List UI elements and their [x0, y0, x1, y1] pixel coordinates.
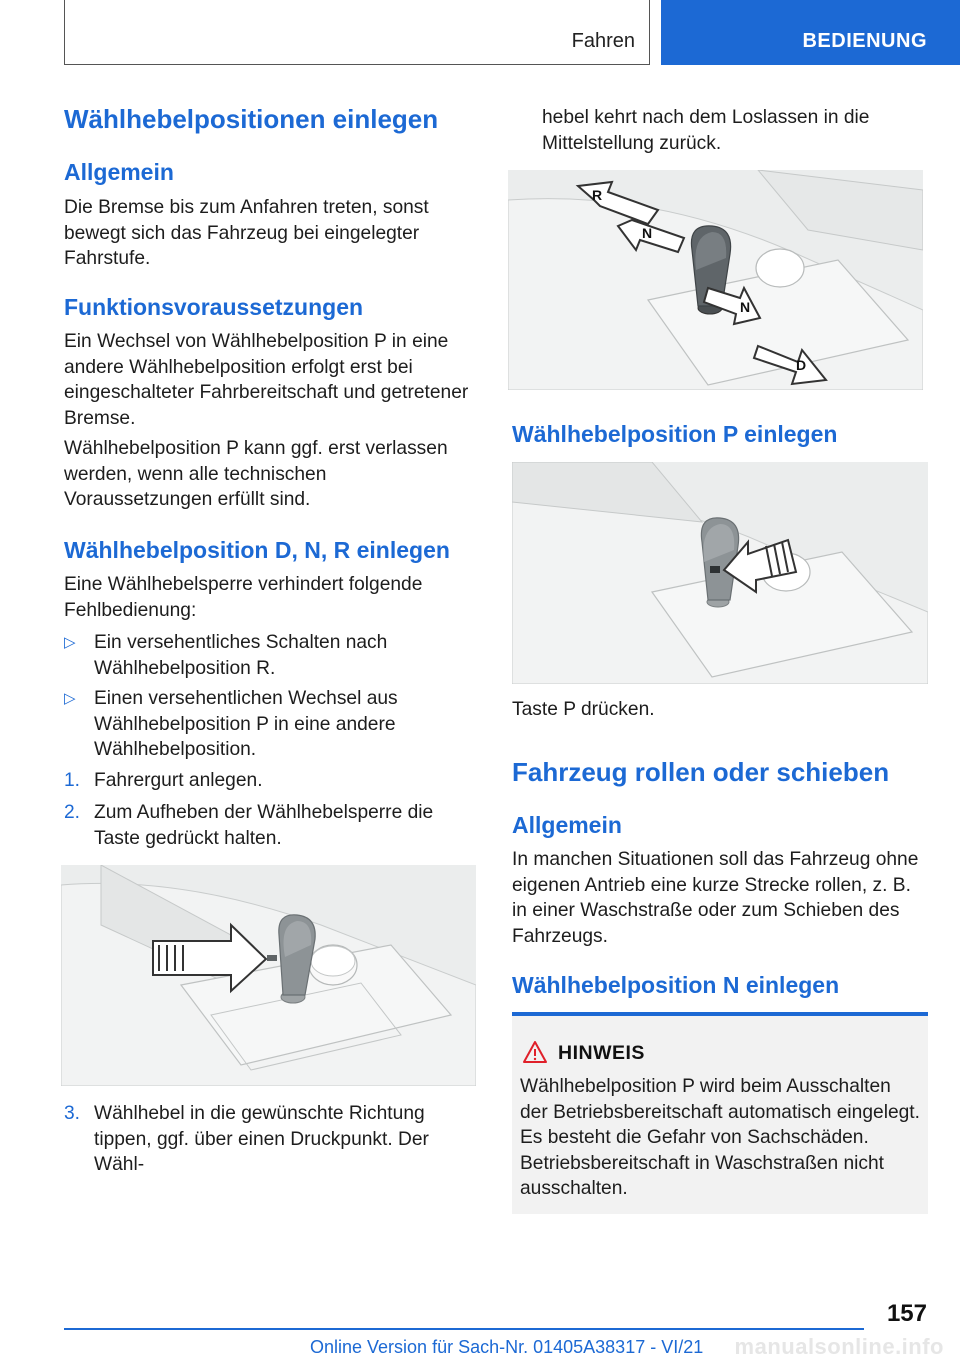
footer-version-text: Online Version für Sach-Nr. 01405A38317 - VI/21	[310, 1337, 704, 1357]
header-chapter-tab	[661, 0, 960, 65]
selector-lever-directions-illustration	[508, 170, 923, 390]
triangle-bullet-icon: ▷	[64, 634, 76, 651]
watermark: manualsonline.info	[734, 1334, 944, 1359]
diagram-label: D	[796, 357, 807, 373]
header-section-box	[64, 0, 650, 65]
notice-text: Wählhebelposition P wird beim Ausschalten der Betriebsbereitschaft automatisch eingelegt. Es besteht die Gefahr von Sachschäden. Betriebsbereitschaft in Waschstraßen nicht ausschalten.	[520, 1076, 920, 1199]
header-chapter-label: BEDIENUNG	[802, 30, 927, 52]
dnr-heading: Wählhebelposition D, N, R einlegen	[64, 537, 450, 563]
diagram-label: R	[592, 187, 603, 203]
list-item: 3. Wählhebel in die gewünschte Richtung tippen, ggf. über einen Druckpunkt. Der Wähl-	[64, 1103, 429, 1175]
general-heading: Allgemein	[64, 159, 174, 185]
page-title: Wählhebelpositionen einlegen	[64, 104, 439, 134]
header-section-label: Fahren	[571, 30, 635, 52]
p-text: Taste P drücken.	[512, 699, 655, 720]
list-item: ▷ Ein versehentliches Schalten nach Wählhebelposition R.	[64, 632, 388, 679]
list-item: 2. Zum Aufheben der Wählhebelsperre die Taste gedrückt halten.	[64, 802, 434, 849]
list-item: 1. Fahrergurt anlegen.	[64, 770, 263, 791]
dnr-text: Eine Wählhebelsperre verhindert folgende Fehlbedienung:	[64, 574, 423, 621]
diagram-label: N	[740, 299, 751, 315]
notice-title: HINWEIS	[558, 1042, 645, 1064]
func-heading: Funktionsvoraussetzungen	[64, 294, 364, 320]
func-text-2: Wählhebelposition P kann ggf. erst verlassen werden, wenn alle technischen Voraussetzungen erfüllt sind.	[64, 438, 448, 510]
list-item: ▷ Einen versehentlichen Wechsel aus Wählhebelposition P in eine andere Wählhebelposition.	[64, 688, 398, 760]
footer-divider	[64, 1328, 864, 1330]
page-number: 157	[886, 1300, 927, 1327]
diagram-label: N	[642, 225, 653, 241]
notice-box	[512, 1012, 928, 1214]
roll-title: Fahrzeug rollen oder schieben	[512, 757, 890, 787]
general-text: Die Bremse bis zum Anfahren treten, sonst bewegt sich das Fahrzeug bei eingelegter Fahrstufe.	[64, 197, 429, 269]
warning-icon	[522, 1040, 548, 1064]
roll-general-heading: Allgemein	[512, 812, 622, 838]
p-button-illustration	[512, 462, 928, 684]
p-heading: Wählhebelposition P einlegen	[512, 421, 838, 447]
selector-lever-illustration-1	[61, 865, 476, 1086]
func-text-1: Ein Wechsel von Wählhebelposition P in eine andere Wählhebelposition erfolgt erst bei eingeschalteter Fahrbereitschaft und getretener Bremse.	[64, 331, 469, 429]
n-heading: Wählhebelposition N einlegen	[512, 972, 840, 998]
triangle-bullet-icon: ▷	[64, 690, 76, 707]
roll-text: In manchen Situationen soll das Fahrzeug ohne eigenen Antrieb eine kurze Strecke rollen, z. B. in einer Waschstraße oder zum Schieben des Fahrzeugs.	[512, 849, 919, 947]
continued-text: hebel kehrt nach dem Loslassen in die Mittelstellung zurück.	[542, 107, 870, 154]
